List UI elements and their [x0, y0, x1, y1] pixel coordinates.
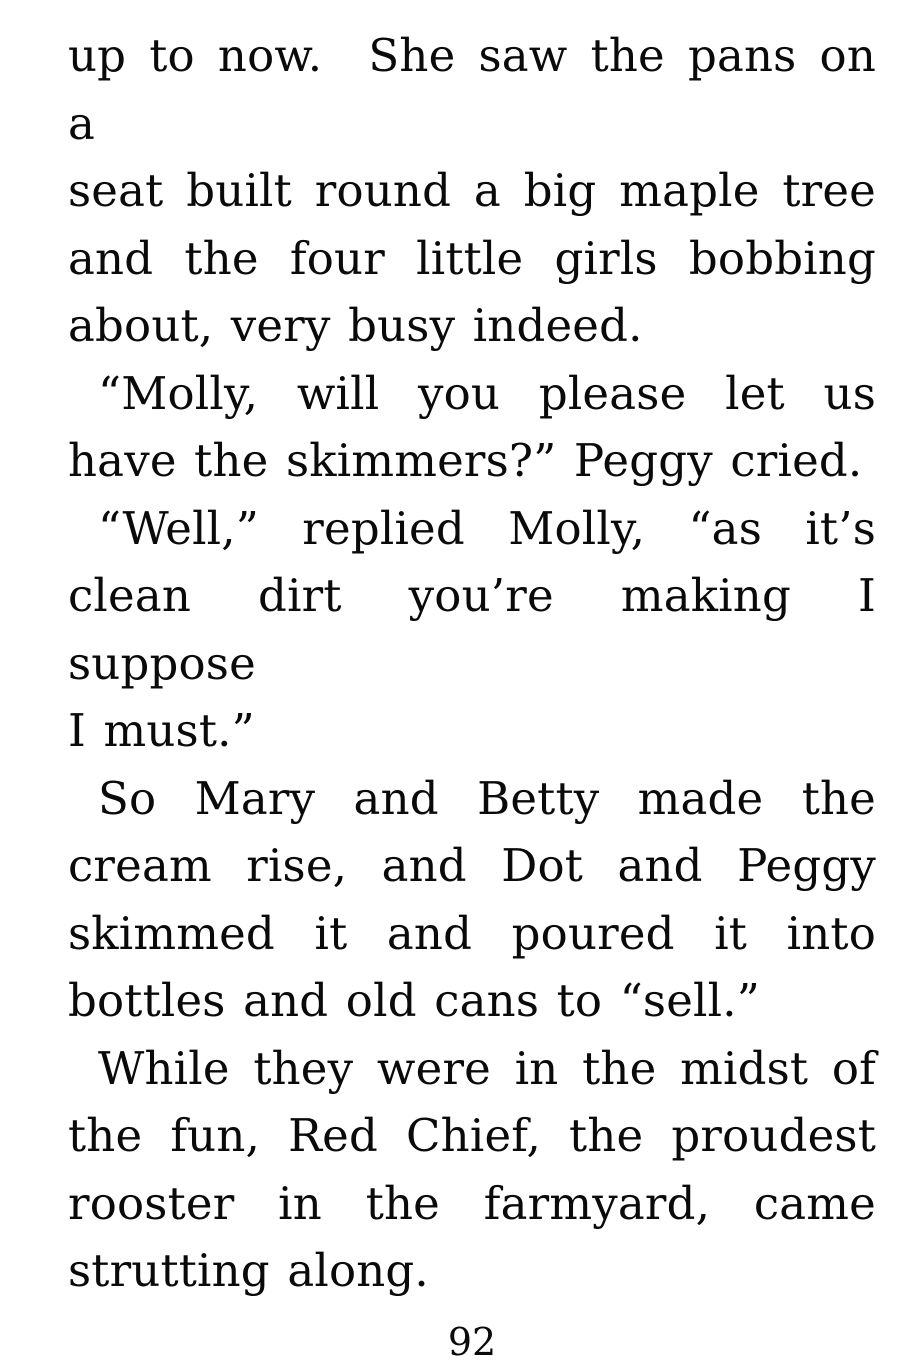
page-number: 92: [447, 1319, 497, 1364]
text-line: “Well,” replied Molly, “as it’s: [98, 501, 876, 555]
text-line: rooster in the farmyard, came: [68, 1176, 876, 1230]
text-line: So Mary and Betty made the: [98, 771, 876, 825]
text-line: While they were in the midst of: [98, 1041, 876, 1095]
text-line: “Molly, will you please let us: [98, 366, 876, 420]
text-line: the fun, Red Chief, the proudest: [68, 1109, 876, 1162]
paragraph: [68, 360, 876, 495]
paragraph: [68, 1035, 876, 1305]
text-line: clean dirt you’re making I suppose: [68, 569, 876, 690]
paragraph: [68, 22, 876, 360]
text-block: [68, 0, 876, 1305]
text-line: have the skimmers?” Peggy cried.: [68, 434, 863, 487]
text-line: bottles and old cans to “sell.”: [68, 974, 760, 1027]
text-line: I must.”: [68, 704, 255, 757]
text-line: about, very busy indeed.: [68, 299, 643, 352]
text-line: seat built round a big maple tree: [68, 164, 876, 217]
text-line: up to now. She saw the pans on a: [68, 29, 876, 150]
paragraph: [68, 765, 876, 1035]
text-line: and the four little girls bobbing: [68, 231, 876, 285]
text-line: strutting along.: [68, 1244, 429, 1297]
text-line: skimmed it and poured it into: [68, 906, 876, 960]
paragraph: [68, 495, 876, 765]
text-line: cream rise, and Dot and Peggy: [68, 839, 876, 892]
